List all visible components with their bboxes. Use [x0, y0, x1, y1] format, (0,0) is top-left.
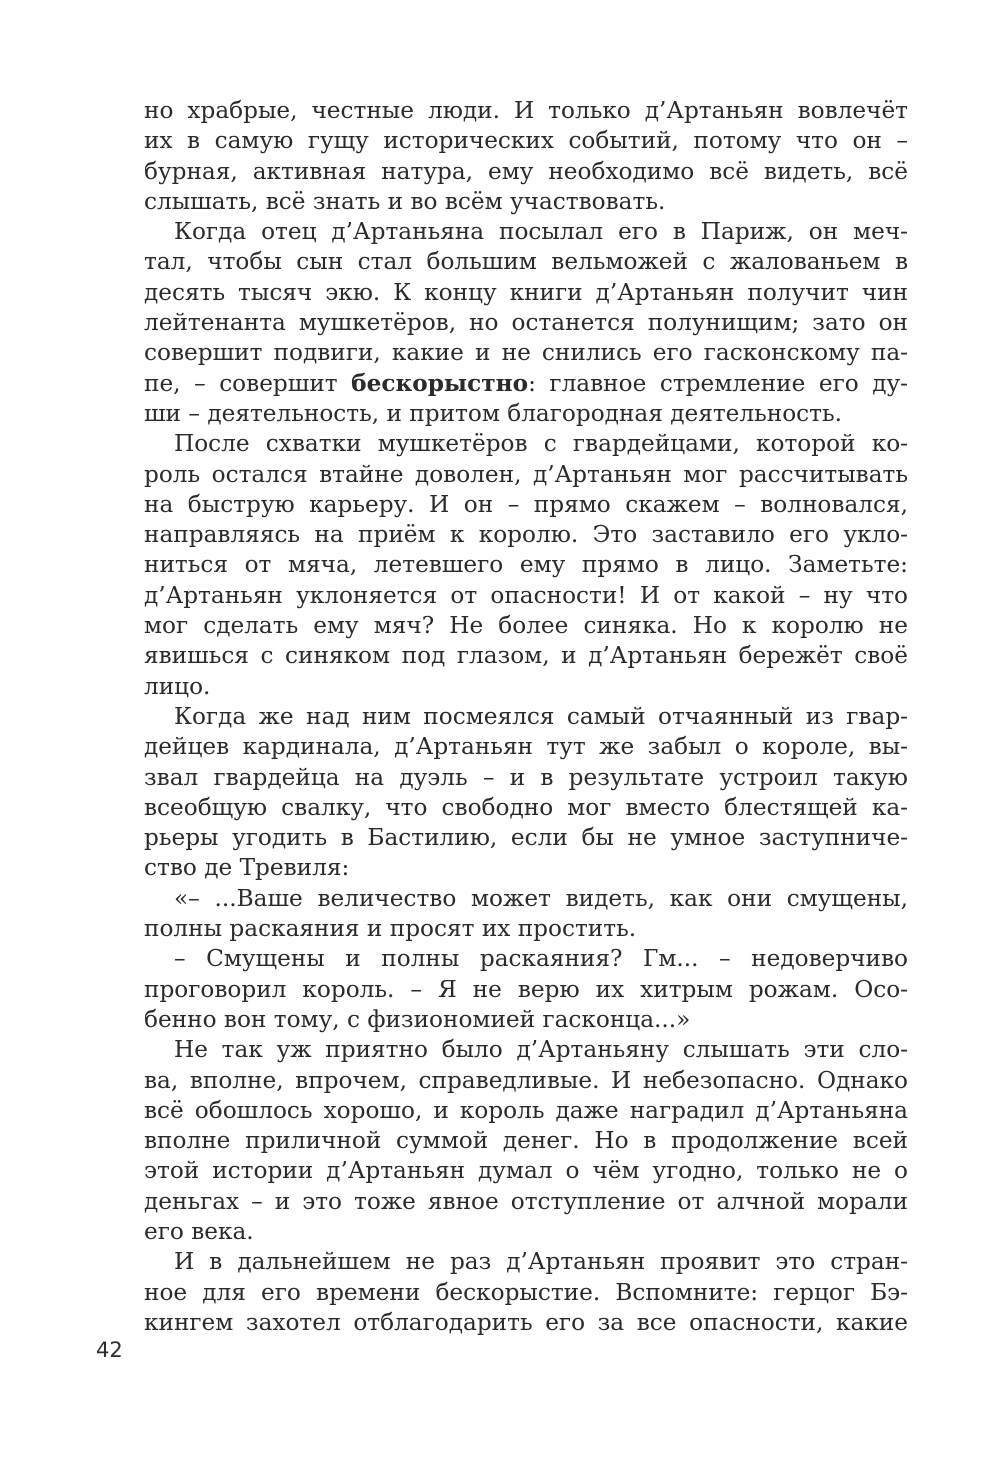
text-line: – Смущены и полны раскаяния? Гм... – недоверчиво [174, 945, 908, 973]
body-text [144, 96, 908, 1338]
text-line: на быструю карьеру. И он – прямо скажем – волновался, [144, 490, 908, 518]
text-line: лейтенанта мушкетёров, но останется полунищим; зато он [144, 309, 908, 337]
text-line: дейцев кардинала, д’Артаньян тут же забыл о короле, вы- [144, 733, 908, 761]
text-line: мог сделать ему мяч? Не более синяка. Но к королю не [144, 612, 908, 640]
text-line: рьеры угодить в Бастилию, если бы не умное заступниче- [144, 824, 908, 852]
text-line: «– ...Ваше величество может видеть, как они смущены, [174, 884, 908, 912]
text-line: совершит подвиги, какие и не снились его гасконскому па- [144, 339, 908, 367]
text-line: явишься с синяком под глазом, и д’Артаньян бережёт своё [144, 642, 908, 670]
text-line: этой истории д’Артаньян думал о чём угодно, только не о [144, 1157, 908, 1185]
text-line: проговорил король. – Я не верю их хитрым рожам. Осо- [144, 975, 908, 1003]
text-line: но храбрые, честные люди. И только д’Артаньян вовлечёт [144, 97, 908, 124]
text-line: ное для его времени бескорыстие. Вспомните: герцог Бэ- [144, 1278, 908, 1306]
text-line: слышать, всё знать и во всём участвовать. [144, 187, 666, 215]
bold-term: бескорыстно [351, 369, 529, 397]
text-line: бенно вон тому, с физиономией гасконца...» [144, 1005, 691, 1033]
text-line: роль остался втайне доволен, д’Артаньян мог рассчитывать [144, 460, 908, 488]
text-line: десять тысяч экю. К концу книги д’Артаньян получит чин [144, 278, 908, 306]
text-line: После схватки мушкетёров с гвардейцами, которой ко- [174, 430, 908, 458]
text-line: вполне приличной суммой денег. Но в продолжение всей [144, 1127, 908, 1155]
text-line: полны раскаяния и просят их простить. [144, 915, 637, 943]
text-line [144, 369, 908, 399]
text-line: Когда же над ним посмеялся самый отчаянный из гвар- [174, 702, 908, 730]
text-segment: пе, – совершит [144, 369, 352, 397]
page-number: 42 [96, 1338, 123, 1362]
text-line: деньгах – и это тоже явное отступление от алчной морали [144, 1187, 908, 1215]
text-line: направляясь на приём к королю. Это заставило его укло- [144, 521, 908, 549]
text-line: их в самую гущу исторических событий, потому что он – [144, 127, 908, 155]
text-line: ство де Тревиля: [144, 854, 350, 882]
text-line: ниться от мяча, летевшего ему прямо в лицо. Заметьте: [144, 551, 908, 579]
text-segment: : главное стремление его ду- [528, 369, 908, 397]
text-line: тал, чтобы сын стал большим вельможей с жалованьем в [144, 248, 908, 276]
text-line: всё обошлось хорошо, и король даже наградил д’Артаньяна [144, 1096, 908, 1124]
text-line: всеобщую свалку, что свободно мог вместо блестящей ка- [144, 793, 908, 821]
text-line: кингем захотел отблагодарить его за все опасности, какие [144, 1308, 908, 1336]
text-line: ши – деятельность, и притом благородная деятельность. [144, 399, 842, 427]
text-line: его века. [144, 1217, 254, 1245]
text-line: бурная, активная натура, ему необходимо всё видеть, всё [144, 157, 908, 185]
text-line: лицо. [144, 672, 211, 700]
text-line: д’Артаньян уклоняется от опасности! И от какой – ну что [144, 581, 908, 609]
text-line: Не так уж приятно было д’Артаньяну слышать эти сло- [174, 1036, 908, 1064]
text-line: ва, вполне, впрочем, справедливые. И небезопасно. Однако [144, 1066, 908, 1094]
text-line: Когда отец д’Артаньяна посылал его в Париж, он меч- [174, 218, 908, 246]
text-line: И в дальнейшем не раз д’Артаньян проявит это стран- [174, 1248, 908, 1276]
text-line: звал гвардейца на дуэль – и в результате устроил такую [144, 763, 908, 791]
